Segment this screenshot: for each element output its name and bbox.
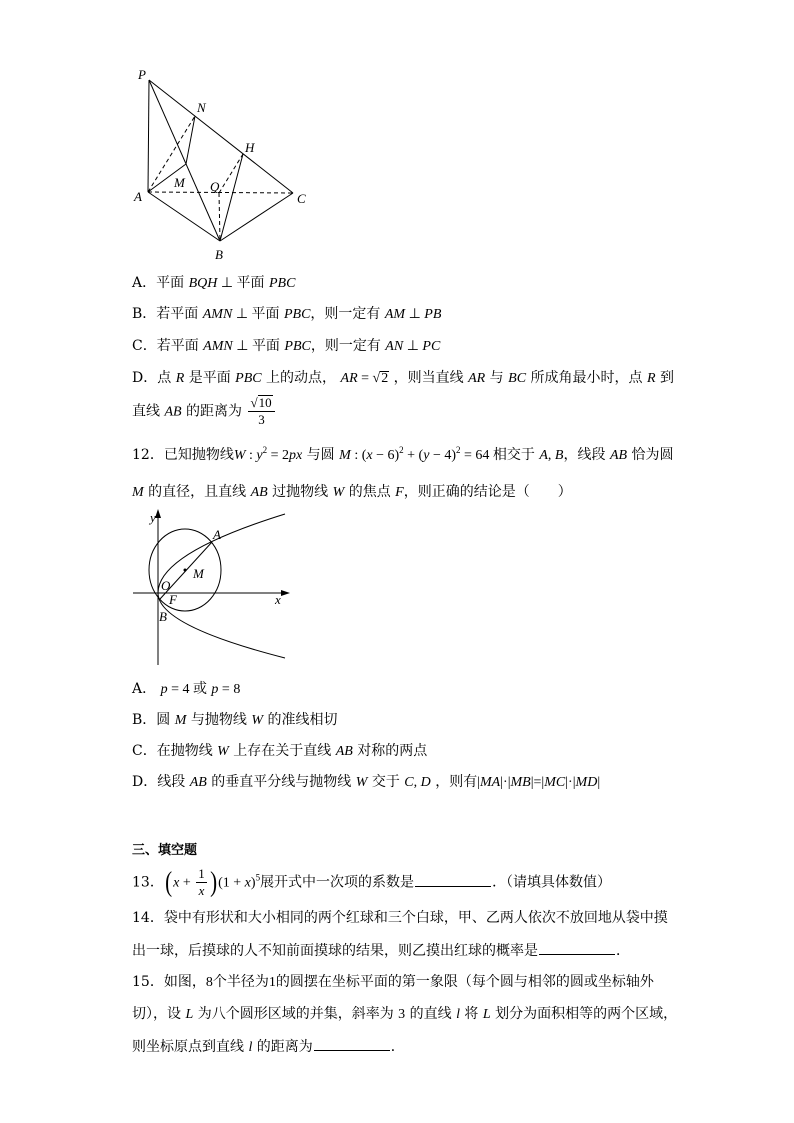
text-run: D．线段 — [132, 774, 190, 790]
math-variable: PBC — [283, 307, 311, 322]
text-run: C．若平面 — [132, 338, 204, 354]
superscript: 5 — [255, 872, 261, 883]
math-variable: p — [160, 682, 168, 697]
text-run: ，则当直线 — [389, 370, 469, 386]
segment-qh-hidden — [219, 154, 243, 193]
text-run: 对称的两点 — [352, 743, 428, 759]
q14-line-1 — [132, 908, 668, 928]
text-run: ，则正确的结论是（ ） — [403, 484, 572, 500]
text-run: 12．已知抛物线 — [132, 447, 234, 463]
math-symbol: = 2 — [267, 448, 290, 463]
point-label-m: M — [174, 175, 185, 190]
text-run: ，线段 — [563, 447, 610, 463]
math-symbol: = 64 — [460, 448, 493, 463]
text-run: ，则一定有 — [310, 338, 386, 354]
math-symbol: 3 — [398, 1007, 406, 1022]
fraction-denominator — [248, 412, 274, 428]
math-symbol: 1 — [268, 975, 276, 990]
math-symbol: + — [179, 875, 195, 891]
answer-blank — [539, 940, 615, 955]
text-run: ，则有 — [430, 774, 478, 790]
text-run: ．（请填具体数值） — [492, 874, 612, 891]
segment-qb-hidden — [219, 193, 220, 241]
text-run: B．圆 — [132, 712, 175, 728]
math-variable: A — [539, 448, 548, 463]
text-run: 14．袋中有形状和大小相同的两个红球和三个白球，甲、乙两人依次不放回地从袋中摸 — [132, 910, 668, 926]
text-run: ． — [390, 1039, 405, 1055]
fraction-numerator — [196, 866, 207, 883]
superscript: 2 — [456, 445, 461, 455]
text-run: 过抛物线 — [267, 484, 333, 500]
q11-option-c — [132, 336, 440, 357]
math-variable: MD — [575, 775, 598, 790]
math-variable: R — [175, 371, 185, 386]
math-variable: x — [366, 448, 373, 463]
text-run: 上的动点， — [261, 370, 341, 386]
q11-option-b — [132, 304, 441, 325]
math-variable: W — [332, 485, 345, 500]
math-variable: x — [198, 883, 205, 898]
text-run: 直线 — [132, 403, 165, 420]
text-run: 的直径，且直线 — [143, 484, 251, 500]
text-run: 的直线 — [405, 1006, 457, 1022]
superscript: 2 — [399, 445, 404, 455]
superscript: 2 — [262, 445, 268, 455]
text-run: 的垂直平分线与抛物线 — [206, 774, 356, 790]
math-symbol: = 4 — [167, 682, 193, 697]
text-run: 所成角最小时，点 — [526, 370, 647, 386]
q12-option-d — [132, 772, 600, 793]
pyramid-figure — [120, 60, 320, 270]
math-variable: px — [289, 448, 303, 463]
parabola-w — [158, 514, 285, 658]
math-variable: C — [404, 775, 414, 790]
text-run: 个半径为 — [212, 974, 269, 990]
fraction — [248, 395, 274, 428]
math-variable: AB — [189, 775, 207, 790]
text-run: B．若平面 — [132, 306, 203, 322]
close-paren: ) — [209, 866, 217, 898]
text-run: 与圆 — [302, 447, 340, 463]
math-variable: R — [646, 371, 656, 386]
text-run: 的距离为 — [252, 1039, 313, 1055]
point-label-n: N — [197, 100, 206, 115]
math-variable: W — [233, 448, 246, 463]
radical-sign — [373, 369, 381, 389]
math-variable: AB — [164, 404, 182, 420]
text-run: 交于 — [367, 774, 405, 790]
text-run: 13． — [132, 874, 164, 891]
vertex-label-a: A — [134, 189, 142, 204]
fraction — [196, 866, 207, 899]
math-symbol: ) — [250, 875, 256, 891]
text-run: 为八个圆形区域的并集，斜率为 — [193, 1006, 399, 1022]
math-variable: x — [244, 875, 251, 891]
math-variable: l — [248, 1040, 253, 1055]
text-run: A． — [132, 681, 161, 697]
math-variable: MB — [510, 775, 531, 790]
text-run: 出一球，后摸球的人不知前面摸球的结果，则乙摸出红球的概率是 — [132, 943, 538, 959]
text-run: 的圆摆在坐标平面的第一象限（每个圆与相邻的圆或坐标轴外 — [275, 974, 654, 990]
axis-label-y: y — [150, 510, 156, 525]
q12-option-c — [132, 741, 427, 762]
math-symbol: , — [413, 775, 421, 790]
math-symbol: ⊥ — [232, 339, 252, 354]
q15-line-1 — [132, 972, 654, 993]
text-run: ． — [616, 943, 630, 959]
text-run: ，则一定有 — [310, 306, 385, 322]
point-label-q: Q — [210, 179, 220, 194]
math-variable: l — [456, 1007, 460, 1022]
text-run: 的焦点 — [344, 484, 396, 500]
radicand: 10 — [258, 395, 272, 410]
math-variable: AB — [609, 448, 628, 463]
text-run: 则坐标原点到直线 — [132, 1039, 249, 1055]
point-label-h: H — [245, 140, 255, 155]
square-root — [373, 369, 390, 389]
math-variable: PB — [424, 307, 442, 322]
center-point-m — [184, 569, 187, 572]
text-run: 切），设 — [132, 1006, 186, 1022]
math-symbol: (1 + — [218, 875, 245, 891]
math-variable: PBC — [269, 276, 296, 291]
text-run: 划分为面积相等的两个区域， — [490, 1006, 678, 1022]
math-variable: MC — [544, 775, 566, 790]
math-symbol: − 6) — [372, 448, 400, 463]
math-variable: p — [211, 682, 219, 697]
text-run: 平面 — [251, 338, 285, 354]
math-symbol: 1 — [198, 866, 205, 881]
text-run: 的距离为 — [181, 403, 247, 420]
text-run: 相交于 — [492, 447, 540, 463]
math-symbol: = — [357, 371, 373, 386]
math-symbol: : ( — [350, 448, 367, 463]
math-variable: W — [217, 744, 229, 759]
math-variable: L — [482, 1007, 491, 1022]
text-run: 的准线相切 — [263, 712, 338, 728]
fraction-denominator — [196, 883, 207, 899]
text-run: 是平面 — [184, 370, 236, 386]
math-symbol: |·| — [500, 775, 511, 790]
math-symbol: − 4) — [429, 448, 456, 463]
math-symbol: 8 — [205, 975, 213, 990]
focus-label-f: F — [169, 592, 177, 607]
math-symbol: , — [547, 448, 555, 463]
text-run: 将 — [459, 1006, 483, 1022]
math-symbol: 3 — [258, 412, 265, 427]
paren-content — [173, 866, 209, 899]
text-run: 展开式中一次项的系数是 — [260, 874, 415, 891]
text-run: 15．如图， — [132, 974, 206, 990]
axis-label-x: x — [275, 592, 281, 607]
math-variable: PBC — [235, 371, 262, 386]
math-symbol: |=| — [530, 775, 545, 790]
math-variable: AB — [335, 744, 353, 759]
parabola-circle-figure — [125, 505, 295, 675]
origin-label-o: O — [161, 578, 171, 593]
math-variable: M — [174, 713, 187, 728]
math-variable: AN — [385, 339, 404, 354]
math-symbol: | — [597, 775, 601, 790]
text-run: C．在抛物线 — [132, 743, 218, 759]
vertex-label-c: C — [297, 191, 306, 206]
math-variable: M — [339, 448, 351, 463]
edge-ac-hidden — [148, 192, 293, 193]
math-variable: W — [355, 775, 368, 790]
math-variable: AR — [468, 371, 486, 386]
math-variable: x — [173, 875, 180, 891]
text-run: 平面 — [236, 275, 269, 291]
math-variable: y — [256, 448, 263, 463]
math-variable: BC — [508, 371, 527, 386]
q11-option-d-line-2 — [132, 395, 277, 428]
q12-option-a — [132, 679, 240, 700]
math-variable: PC — [422, 339, 441, 354]
x-axis-arrow — [281, 590, 290, 596]
math-variable: AM — [384, 307, 406, 322]
q11-option-a — [132, 273, 295, 294]
math-symbol: |·| — [565, 775, 576, 790]
q15-line-3 — [132, 1036, 405, 1058]
math-symbol: : — [245, 448, 257, 463]
point-label-a: A — [213, 527, 221, 542]
section-title-fill-in: 三、填空题 — [132, 843, 198, 858]
y-axis-arrow — [155, 509, 161, 518]
answer-blank — [314, 1036, 390, 1051]
math-symbol: ⊥ — [232, 307, 252, 322]
math-variable: B — [554, 448, 564, 463]
text-run: 上存在关于直线 — [228, 743, 336, 759]
q12-stem-line-2 — [132, 482, 572, 503]
q14-line-2 — [132, 940, 630, 961]
math-variable: PBC — [284, 339, 311, 354]
math-symbol: ⊥ — [405, 307, 425, 322]
math-variable: AMN — [203, 339, 233, 354]
square-root — [250, 395, 272, 410]
math-variable: MA — [480, 775, 501, 790]
q11-option-d-line-1 — [132, 368, 674, 389]
text-run: D．点 — [132, 370, 176, 386]
radical-sign — [250, 395, 257, 410]
math-variable: BQH — [188, 276, 218, 291]
math-symbol: ⊥ — [217, 276, 237, 291]
text-run: 恰为圆 — [627, 447, 674, 463]
text-run: 到 — [655, 370, 674, 386]
edge-pc — [149, 80, 293, 193]
q12-option-b — [132, 710, 337, 731]
text-run: 与 — [485, 370, 509, 386]
math-variable: y — [423, 448, 430, 463]
parenthesized-expression — [164, 866, 218, 899]
vertex-label-b: B — [215, 247, 223, 262]
open-paren: ( — [164, 866, 172, 898]
text-run: 或 — [192, 681, 212, 697]
point-label-m: M — [193, 566, 204, 581]
math-symbol: = 8 — [218, 682, 241, 697]
math-variable: AB — [250, 485, 268, 500]
point-label-b: B — [159, 609, 167, 624]
math-variable: M — [132, 485, 144, 500]
math-variable: AMN — [202, 307, 233, 322]
math-variable: AR — [340, 371, 358, 386]
q12-stem-line-1 — [132, 445, 674, 466]
q13-line — [132, 866, 611, 899]
math-variable: L — [185, 1007, 194, 1022]
math-variable: F — [395, 485, 404, 500]
text-run: 与抛物线 — [186, 712, 252, 728]
answer-blank — [415, 872, 491, 887]
edge-pa — [148, 80, 149, 192]
radicand: 2 — [381, 371, 389, 386]
text-run: 平面 — [251, 306, 284, 322]
math-variable: W — [251, 713, 263, 728]
fraction-numerator — [248, 395, 274, 412]
math-symbol: + ( — [403, 448, 424, 463]
math-variable: D — [420, 775, 431, 790]
vertex-label-p: P — [138, 67, 146, 82]
text-run: A．平面 — [132, 275, 189, 291]
q15-line-2 — [132, 1004, 677, 1025]
math-symbol: | — [477, 775, 481, 790]
math-symbol: ⊥ — [403, 339, 423, 354]
